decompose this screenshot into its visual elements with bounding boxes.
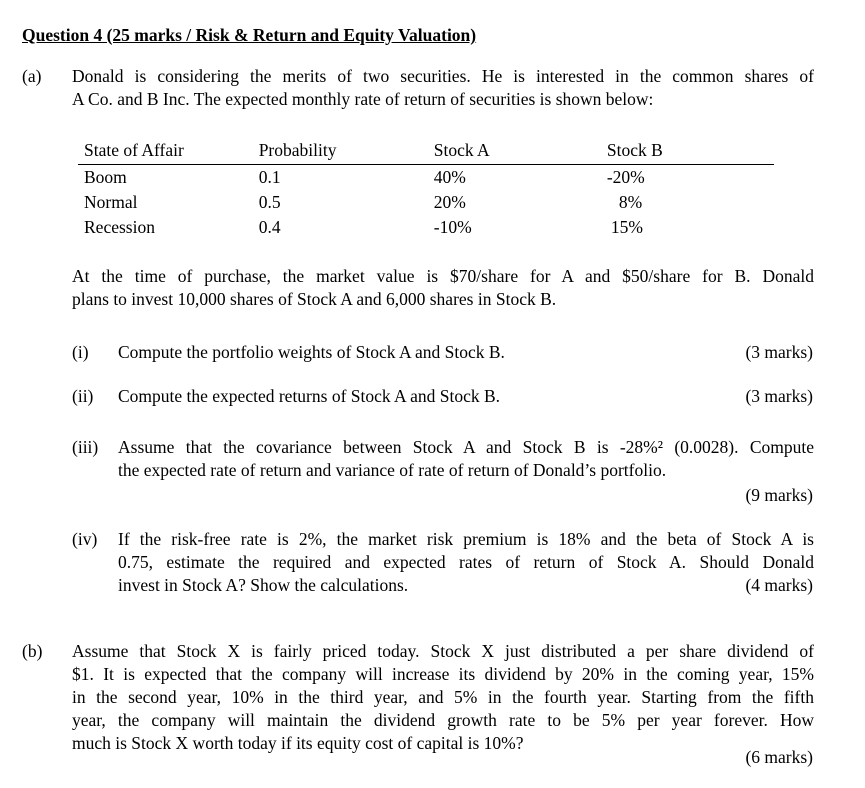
subquestion-text — [118, 528, 814, 597]
subquestion-text: Compute the portfolio weights of Stock A and Stock B. — [118, 342, 505, 362]
part-a-intro — [72, 65, 814, 111]
intro-line: A Co. and B Inc. The expected monthly rate of return of securities is shown below: — [72, 89, 654, 109]
returns-table — [78, 137, 774, 240]
subquestion-text: Compute the expected returns of Stock A and Stock B. — [118, 386, 501, 406]
table-cell: Boom — [84, 167, 127, 187]
table-row — [78, 190, 774, 215]
question-title: Question 4 (25 marks / Risk & Return and Equity Valuation) — [22, 25, 477, 45]
marks-label: (3 marks) — [745, 386, 813, 406]
subquestion-label: (i) — [72, 342, 89, 362]
table-cell: -10% — [433, 217, 472, 237]
table-row — [78, 165, 774, 191]
marks-label: (9 marks) — [745, 485, 813, 505]
subquestion-line: the expected rate of return and variance of rate of return of Donald’s portfolio. — [118, 460, 667, 480]
table-cell: Recession — [84, 217, 155, 237]
purchase-info — [72, 265, 814, 311]
table-header: State of Affair — [78, 137, 253, 165]
table-cell: 0.4 — [258, 217, 281, 237]
part-b-text — [72, 640, 814, 755]
part-b-line: much is Stock X worth today if its equity cost of capital is 10%? — [72, 733, 524, 753]
part-a-label: (a) — [22, 66, 42, 86]
subquestion-label: (ii) — [72, 386, 94, 406]
table-cell: Normal — [84, 192, 138, 212]
table-cell: 15% — [610, 217, 643, 237]
subquestion-label: (iii) — [72, 437, 99, 457]
subquestion-line: invest in Stock A? Show the calculations. — [118, 575, 409, 595]
part-b-line: $1. It is expected that the company will increase its dividend by 20% in the coming year, 15% — [72, 664, 814, 684]
subquestion-text — [118, 436, 814, 482]
marks-label: (6 marks) — [745, 747, 813, 767]
subquestion-line: 0.75, estimate the required and expected rates of return of Stock A. Should Donald — [118, 552, 814, 572]
table-cell: 20% — [433, 192, 466, 212]
table-cell: -20% — [606, 167, 645, 187]
part-b-line: year, the company will maintain the dividend growth rate to be 5% per year forever. How — [72, 710, 814, 730]
purchase-line: At the time of purchase, the market value is $70/share for A and $50/share for B. Donald — [72, 266, 814, 286]
table-header: Stock B — [601, 137, 774, 165]
part-b-line: Assume that Stock X is fairly priced today. Stock X just distributed a per share dividend of — [72, 641, 814, 661]
subquestion-line: If the risk-free rate is 2%, the market risk premium is 18% and the beta of Stock A is — [118, 529, 814, 549]
table-cell: 8% — [618, 192, 643, 212]
table-header: Stock A — [428, 137, 601, 165]
table-row — [78, 215, 774, 240]
subquestion-line: Assume that the covariance between Stock A and Stock B is -28%² (0.0028). Compute — [118, 437, 814, 457]
part-b-line: in the second year, 10% in the third year, and 5% in the fourth year. Starting from the fifth — [72, 687, 814, 707]
marks-label: (4 marks) — [745, 575, 813, 595]
part-b-label: (b) — [22, 641, 43, 661]
table-cell: 40% — [433, 167, 466, 187]
purchase-line: plans to invest 10,000 shares of Stock A and 6,000 shares in Stock B. — [72, 289, 557, 309]
table-cell: 0.1 — [258, 167, 281, 187]
table-header: Probability — [253, 137, 428, 165]
marks-label: (3 marks) — [745, 342, 813, 362]
table-header-row — [78, 137, 774, 165]
table-cell: 0.5 — [258, 192, 281, 212]
subquestion-label: (iv) — [72, 529, 98, 549]
intro-line: Donald is considering the merits of two securities. He is interested in the common shares of — [72, 66, 814, 86]
